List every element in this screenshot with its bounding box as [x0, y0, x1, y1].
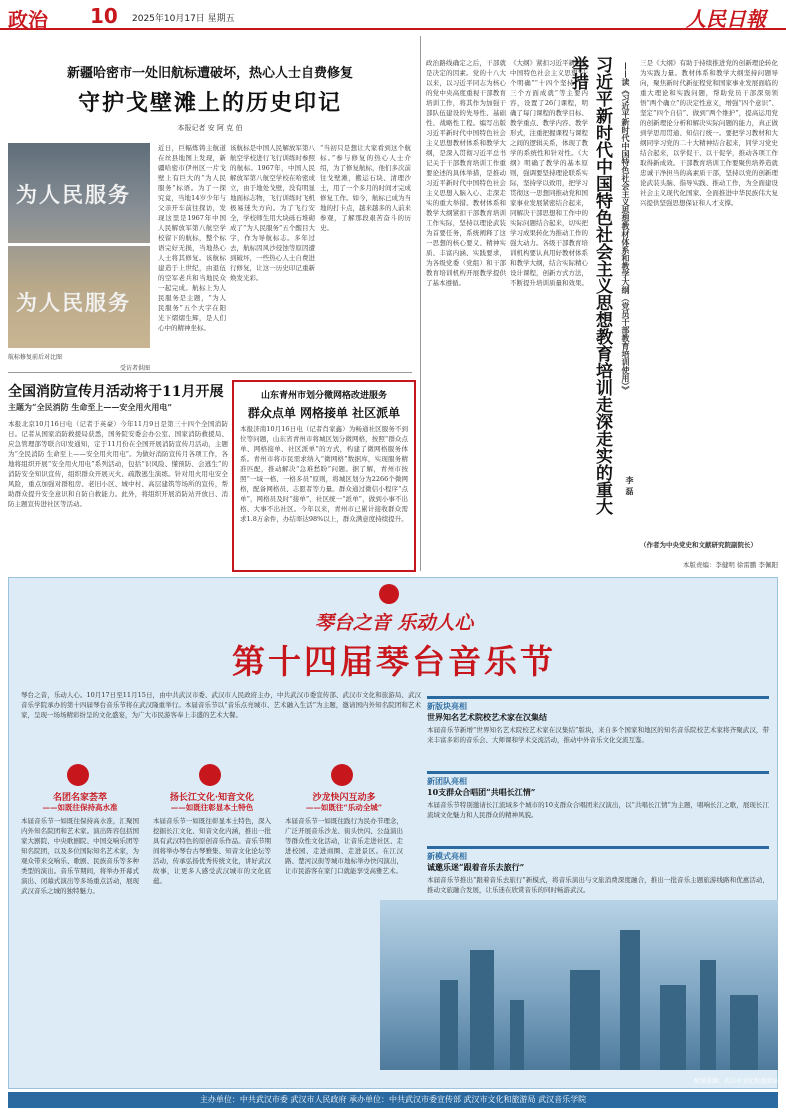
city-skyline-photo — [380, 900, 778, 1070]
news-title: 10支群众合唱团“共唱长江情” — [427, 787, 536, 797]
news-bar — [427, 771, 769, 774]
article2-body: 本报北京10月16日电（记者于英豪）今年11月9日是第三十四个全国消防日。记者从国家消防救援局获悉，国务院安委会办公室、国家消防救援局、应急管理部等联合印发通知，定于11月份在全国开展消防宣传月活动，主题为“全民消防 生命至上——安全用火用电”。为做好消防宣传月各项工作，各地将组织开展“安全用火用电”系列活动，包括“识风险、懂预防、会逃生”的消防安全知识宣传，组织群众开展灭火、疏散逃生演练。针对用火用电安全风险，重点加强对群租房、老旧小区、城中村、高层建筑等场所的宣传，帮助群众提升安全意识和自防自救能力。此外，将组织开展消防站开放日、消防主题宣传进社区等活动。 — [8, 420, 228, 508]
wave-icon — [199, 764, 221, 786]
music-note-icon — [67, 764, 89, 786]
banner-slogan: 琴台之音 乐动人心 — [314, 612, 474, 634]
article4-col2: 《大纲》紧扣习近平新时代中国特色社会主义思想“十个明确”“十四个坚持”“十三个方面成就”等主要内容，设置了26门课程，明确了每门课程的教学目标、教学重点、教学内容、教学形式，注重把握课程与课程之间的逻辑关系，体现了教学的系统性和针对性。《大纲》明确了教学的基本原则，强调要坚持理论联系实际，坚持学以致用，把学习贯彻这一思想同推动党和国家事业发展紧密结合起来，同解决干部思想和工作中的实际问题结合起来，切实把学习成果转化为推动工作的强大动力。各级干部教育培训机构要认真用好教材体系和教学大纲，结合实际精心设计课程，创新方式方法，不断提升培训质量和效果。 — [510, 59, 588, 287]
banner-title: 第十四届琴台音乐节 — [232, 642, 556, 681]
article3-body: 本报济南10月16日电（记者肖家鑫）为畅通社区服务不到位等问题，山东省青州市将城区划分微网格，按照“群众点单、网格接单、社区派单”的方式，构建了微网格服务体系。青州市将市民需求纳入“微网格”数据库，实现服务精准匹配，推动解决“急难愁盼”问题。据了解，青州市按照“一域一格、一格多员”原则，将城区划分为2266个微网格，配备网格员、志愿者等力量。群众通过微信小程序“点单”，网格员及时“接单”，社区统一“派单”，做到小事不出格、大事不出社区。今年以来，青州市已累计接收群众需求1.8万余件，办结率达98%以上，群众满意度持续提升。 — [240, 425, 408, 523]
article1-col2: 该航标是中国人民解放军第八航空学校进行飞行训练时参照的航标。1967年，中国人民解放军第八航空学校在哈密成立，由于地处戈壁，没有明显地面标志物，飞行训练时飞机极易迷失方向。为了飞行安全，学校师生用大块砾石堆砌成了“为人民服务”五个醒目大字，作为导航标志。多年过去，航标因风沙侵蚀等原因遭到破坏，一些热心人士自费进行修复，让这一历史印记重新焕发光彩。 — [230, 144, 315, 282]
news-body: 本届音乐节特别邀请长江流域多个城市的10支群众合唱团来汉演出，以“共唱长江情”为主题，唱响长江之歌，展现长江流域文化魅力和人民群众的精神风貌。 — [427, 801, 769, 819]
building — [570, 970, 600, 1070]
news-title: 世界知名艺术院校艺术家在汉集结 — [427, 712, 547, 722]
divider — [8, 372, 412, 373]
article1-photo — [8, 143, 150, 348]
banner-footer: 主办单位：中共武汉市委 武汉市人民政府 承办单位：中共武汉市委宣传部 武汉市文化和旅游局 武汉音乐学院 — [8, 1092, 778, 1108]
feature1-body: 本届音乐节一如既往保持高水准，汇聚国内外知名院团和艺术家。演出阵容包括国家大剧院、中央歌剧院、中国交响乐团等知名院团，以及多位国际知名艺术家，为观众带来交响乐、歌剧、民族音乐等多种类型的演出。音乐节期间，将举办开幕式演出、闭幕式演出等多场重点活动，展现武汉音乐之城的独特魅力。 — [21, 817, 139, 895]
building — [510, 1000, 524, 1070]
building — [470, 950, 494, 1070]
building — [620, 930, 640, 1070]
article4-author: 李 磊 — [625, 476, 635, 495]
building — [700, 960, 716, 1070]
banner-photo-credit: 配图来源：武汉市文化和旅游局 — [693, 1078, 778, 1085]
feature1-title: 名团名家荟萃 — [52, 793, 107, 803]
news-bar — [427, 696, 769, 699]
building — [660, 985, 686, 1070]
article4-headline: 习近平新时代中国特色社会主义思想教育培训走深走实的重大举措 — [568, 56, 612, 515]
feature-card — [151, 764, 273, 1074]
article1-col1: 近日，巨幅炼铸主航道在丝县地图上发现，新疆哈密市伊州区一片戈壁上有巨大的“为人民服务”标语。为了一探究竟，当地14岁少年与父亲开车前往探访，发现这里是1967年中国人民解放军第八航空学校留下的航标，整个标语完好无损，当地热心人士将其修复。该航标建造于上世纪，由退伍的空军老兵和当地民众一起完成。航标上为人民服务是主题，“为人民服务”五个大字在阳光下熠熠生辉，是人们心中的精神坐标。 — [158, 144, 226, 332]
building — [440, 980, 458, 1070]
article1-col3: “当初只是想让大家看到这个航标。”参与修复的热心人士介绍，为了修复航标，他们多次前往戈壁滩，搬运石块、清理沙土，用了一个多月的时间才完成修复工作。如今，航标已成为当地的打卡点，越来越多的人前来参观，了解那段艰苦奋斗的历史。 — [320, 144, 411, 232]
speaker-icon — [331, 764, 353, 786]
article4-kicker: ——读《习近平新时代中国特色社会主义思想教材体系和教学大纲（党员干部教育培训使用）》 — [621, 62, 631, 394]
article3-kicker: 山东青州市划分微网格改进服务 — [260, 391, 387, 401]
news-body: 本届音乐节新增“世界知名艺术院校艺术家在汉集结”版块，来自多个国家和地区的知名音乐院校艺术家将齐聚武汉，带来丰富多彩的音乐会、大师课和学术交流活动，推动中外音乐文化交流互鉴。 — [427, 726, 769, 744]
page-number: 10 — [90, 4, 118, 28]
article1-byline: 本报记者 安 阿 克 伯 — [177, 124, 243, 132]
column-divider — [420, 36, 421, 571]
feature3-body: 本届音乐节一如既往践行为民办节理念，广泛开展音乐沙龙、街头快闪、公益演出等群众性文化活动，让音乐走进社区、走进校园、走进商圈、走进景区。在江汉路、楚河汉街等城市地标举办快闪演出，让市民游客在家门口就能享受高雅艺术。 — [285, 817, 403, 875]
feature2-body: 本届音乐节一如既往彰显本土特色，深入挖掘长江文化、知音文化内涵，推出一批具有武汉特色的原创音乐作品。音乐节期间将举办琴台古琴雅集、知音文化论坛等活动，传承弘扬优秀传统文化，讲好武汉故事，让更多人感受武汉城市的文化底蕴。 — [153, 817, 271, 885]
feature1-sub: ——如既往保持高水准 — [42, 803, 118, 812]
article2-subhead: 主题为“全民消防 生命至上——安全用火用电” — [8, 402, 172, 412]
page-header — [0, 0, 786, 30]
article4-col3: 三是《大纲》有助于持续推进党的创新理论转化为实践力量。教材体系和教学大纲坚持问题导向，聚焦新时代新征程党和国家事业发展面临的重大理论和实践问题，帮助党员干部深刻领悟“两个确立”的决定性意义，增强“四个意识”、坚定“四个自信”、做到“两个维护”，提高运用党的创新理论分析和解决实际问题的能力，真正做到学思用贯通、知信行统一。要把学习教材和大纲同学习党的二十大精神结合起来，同学习党史结合起来，以学促干、以干促学，推动各项工作取得新成效。干部教育培训工作要聚焦培养造就忠诚干净担当的高素质干部，坚持以党的创新理论武装头脑、指导实践、推动工作，为全面建设社会主义现代化国家、全面推进中华民族伟大复兴提供坚强思想保证和人才支撑。 — [640, 59, 778, 207]
news-tag: 新版块亮相 — [427, 701, 467, 711]
photo-divider — [8, 243, 150, 246]
section-name: 政治 — [8, 8, 48, 32]
feature3-sub: ——如既往“乐动全城” — [305, 803, 383, 812]
page-editors: 本版责编：李健明 徐雷鹏 李佩阳 — [682, 561, 778, 569]
article1-headline: 守护戈壁滩上的历史印记 — [77, 90, 342, 116]
issue-date: 2025年10月17日 星期五 — [132, 14, 235, 24]
photo-caption: 航标修复前后对比图 — [8, 354, 63, 361]
news-body: 本届音乐节推出“跟着音乐去旅行”新模式，将音乐演出与文旅消费深度融合，推出一批音乐主题旅游线路和优惠活动，推动文旅融合发展，让乐迷在欣赏音乐的同时畅游武汉。 — [427, 876, 769, 894]
newspaper-logo: 人民日報 — [686, 7, 766, 31]
news-item — [427, 696, 769, 765]
banner-intro: 琴台之音，乐动人心。10月17日至11月15日，由中共武汉市委、武汉市人民政府主办，中共武汉市委宣传部、武汉市文化和旅游局、武汉音乐学院承办的第十四届琴台音乐节将在武汉隆重举行。本届音乐节以“音乐点亮城市、艺术融入生活”为主题，邀请国内外知名院团和艺术家，呈现一场场精彩纷呈的文化盛宴，为广大市民游客奉上丰盛的艺术大餐。 — [21, 691, 421, 719]
feature2-title: 扬长江文化·知音文化 — [169, 793, 255, 803]
building — [730, 995, 758, 1070]
news-item — [427, 771, 769, 840]
article3-box — [232, 380, 416, 572]
photo-credit: 受访者供图 — [119, 365, 150, 372]
festival-logo-icon — [379, 584, 399, 604]
news-tag: 新模式亮相 — [427, 851, 467, 861]
feature3-title: 沙龙快闪互动多 — [312, 793, 376, 803]
article3-headline: 群众点单 网格接单 社区派单 — [247, 406, 401, 420]
news-tag: 新团队亮相 — [427, 776, 467, 786]
feature-card — [19, 764, 141, 1074]
article4-author-note: （作者为中央党史和文献研究院副院长） — [640, 541, 757, 549]
photo-sign-after: 为人民服务 — [16, 291, 131, 315]
features-area — [19, 754, 419, 1084]
news-bar — [427, 846, 769, 849]
photo-sign-before: 为人民服务 — [16, 183, 131, 207]
article2-headline: 全国消防宣传月活动将于11月开展 — [8, 384, 224, 400]
feature2-sub: ——如既往彰显本土特色 — [170, 803, 254, 812]
article1-kicker: 新疆哈密市一处旧航标遭破坏，热心人士自费修复 — [66, 66, 353, 81]
news-title: 诚邀乐迷“跟着音乐去旅行” — [427, 862, 525, 872]
article4-col1: 政治路线确定之后，干部就是决定的因素。党的十八大以来，以习近平同志为核心的党中央高度重视干部教育培训工作，将其作为加强干部队伍建设的先导性、基础性、战略性工程。编写出版习近平新时代中国特色社会主义思想教材体系和教学大纲，是深入贯彻习近平总书记关于干部教育培训工作重要论述的具体举措，是推动习近平新时代中国特色社会主义思想入脑入心、走深走实的重大举措。教材体系和教学大纲紧扣干部教育培训工作实际，坚持以理论武装为首要任务，系统阐释了这一思想的核心要义、精神实质、丰富内涵、实践要求，为各级党委（党组）和干部教育培训机构开展教学提供了基本遵循。 — [426, 59, 506, 287]
